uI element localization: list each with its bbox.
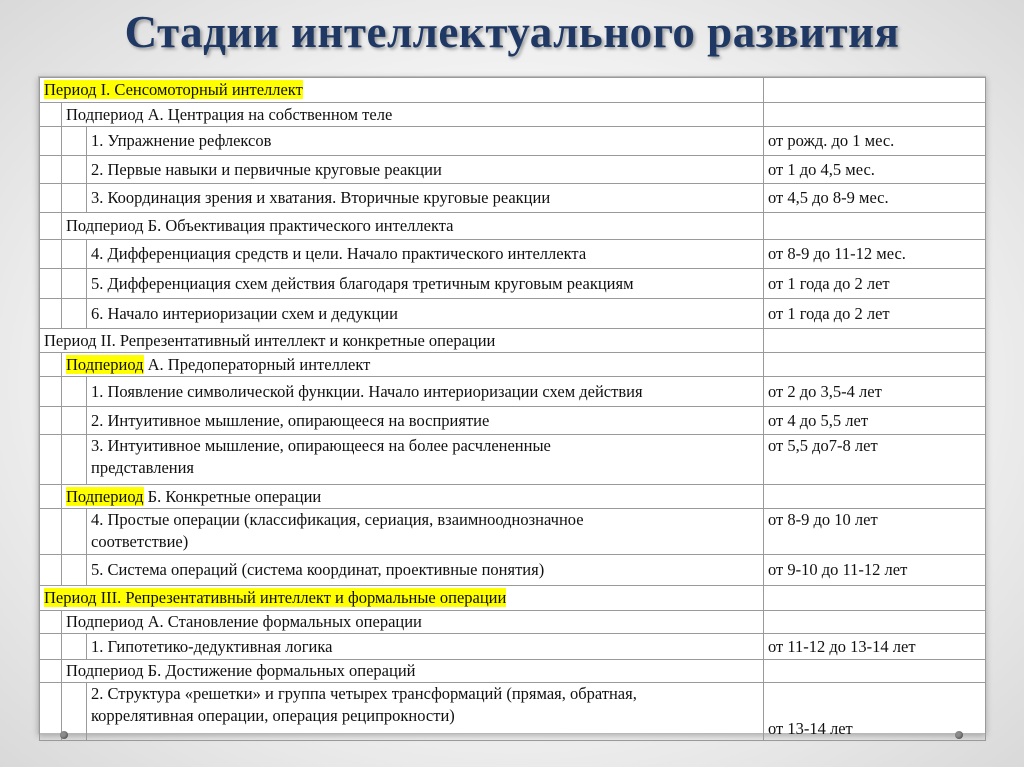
subperiod-cell (62, 353, 764, 377)
period-cell (40, 329, 764, 353)
table-row (40, 555, 986, 586)
age-range-cell (764, 353, 986, 377)
row-text: 2. Интуитивное мышление, опирающееся на восприятие (91, 410, 490, 430)
row-text: 1. Гипотетико-дедуктивная логика (91, 636, 333, 656)
row-text-continued: соответствие) (91, 532, 189, 551)
age-range-cell (764, 485, 986, 509)
indent-cell (40, 353, 62, 377)
indent-cell (62, 156, 87, 184)
table-row (40, 683, 986, 741)
table-row (40, 184, 986, 213)
indent-cell (40, 660, 62, 683)
row-text: 2. Структура «решетки» и группа четырех трансформаций (прямая, обратная, (91, 684, 637, 703)
indent-cell (40, 156, 62, 184)
row-text: 3. Интуитивное мышление, опирающееся на более расчлененные (91, 436, 551, 455)
row-text: 4. Дифференциация средств и цели. Начало практического интеллекта (91, 244, 587, 263)
indent-cell (40, 485, 62, 509)
age-range-cell: от рожд. до 1 мес. (764, 127, 986, 156)
indent-cell (62, 509, 87, 555)
subperiod-cell (62, 611, 764, 634)
stage-cell (87, 184, 764, 213)
indent-cell (62, 377, 87, 407)
stage-cell (87, 407, 764, 435)
age-range-cell: от 2 до 3,5-4 лет (764, 377, 986, 407)
row-text: Подпериод Б. Объективация практического интеллекта (66, 216, 454, 235)
row-text: . Сенсомоторный интеллект (106, 80, 303, 99)
table-row (40, 407, 986, 435)
age-range-cell (764, 660, 986, 683)
table-row (40, 329, 986, 353)
indent-cell (62, 299, 87, 329)
stages-table-sheet (38, 76, 986, 738)
stage-cell (87, 634, 764, 660)
row-text: 1. Упражнение рефлексов (91, 131, 272, 150)
indent-cell (62, 634, 87, 660)
row-text: . Репрезентативный интеллект и формальные операции (117, 588, 507, 607)
table-row (40, 377, 986, 407)
row-text: 6. Начало интериоризации схем и дедукции (91, 303, 398, 323)
indent-cell (40, 213, 62, 240)
age-range-cell: от 1 до 4,5 мес. (764, 156, 986, 184)
decorative-dot-left (60, 731, 68, 739)
indent-cell (40, 435, 62, 485)
table-row (40, 269, 986, 299)
row-text: 5. Система операций (система координат, проективные понятия) (91, 560, 545, 579)
period-cell (40, 78, 764, 103)
subperiod-cell (62, 103, 764, 127)
row-text: А. Предоператорный интеллект (143, 354, 371, 374)
row-text: 1. Появление символической функции. Начало интериоризации схем действия (91, 381, 643, 401)
row-text: Подпериод А. Центрация на собственном теле (66, 104, 393, 124)
indent-cell (40, 611, 62, 634)
row-text: Период II. Репрезентативный интеллект и конкретные операции (44, 330, 496, 350)
table-row (40, 611, 986, 634)
page-title: Стадии интеллектуального развития (124, 7, 900, 57)
table-row (40, 435, 986, 485)
row-text: Б. Конкретные операции (143, 486, 322, 506)
table-row (40, 509, 986, 555)
indent-cell (40, 299, 62, 329)
highlighted-label: Подпериод (66, 354, 144, 374)
stage-cell (87, 683, 764, 741)
age-range-cell: от 9-10 до 11-12 лет (764, 555, 986, 586)
row-text: Подпериод Б. Достижение формальных операций (66, 661, 416, 680)
row-text: 4. Простые операции (классификация, сериация, взаимнооднозначное (91, 510, 584, 529)
indent-cell (40, 509, 62, 555)
indent-cell (62, 240, 87, 269)
indent-cell (40, 127, 62, 156)
table-row (40, 156, 986, 184)
table-row (40, 127, 986, 156)
indent-cell (40, 103, 62, 127)
table-row (40, 353, 986, 377)
stage-cell (87, 435, 764, 485)
stage-cell (87, 269, 764, 299)
stage-cell (87, 127, 764, 156)
period-cell (40, 586, 764, 611)
stages-table (39, 77, 986, 741)
indent-cell (40, 683, 62, 741)
table-row (40, 213, 986, 240)
age-range-cell (764, 213, 986, 240)
age-range-cell (764, 78, 986, 103)
indent-cell (40, 555, 62, 586)
highlighted-label: Подпериод (66, 486, 144, 506)
indent-cell (62, 127, 87, 156)
indent-cell (40, 407, 62, 435)
row-text: 5. Дифференциация схем действия благодаря третичным круговым реакциям (91, 273, 634, 293)
age-range-cell: от 4 до 5,5 лет (764, 407, 986, 435)
table-row (40, 485, 986, 509)
age-range-cell: от 1 года до 2 лет (764, 299, 986, 329)
table-row (40, 240, 986, 269)
age-range-cell: от 8-9 до 10 лет (764, 509, 986, 555)
subperiod-cell (62, 660, 764, 683)
table-row (40, 586, 986, 611)
stage-cell (87, 377, 764, 407)
indent-cell (40, 634, 62, 660)
row-text: 2. Первые навыки и первичные круговые реакции (91, 159, 442, 179)
row-text: Подпериод А. Становление формальных операции (66, 612, 422, 631)
row-text-continued: представления (91, 458, 195, 477)
indent-cell (62, 435, 87, 485)
subperiod-cell (62, 485, 764, 509)
row-text: 3. Координация зрения и хватания. Вторичные круговые реакции (91, 188, 551, 207)
indent-cell (62, 407, 87, 435)
table-row (40, 299, 986, 329)
indent-cell (40, 269, 62, 299)
age-range-cell: от 13-14 лет (764, 683, 986, 741)
age-range-cell (764, 329, 986, 353)
decorative-dot-right (955, 731, 963, 739)
highlighted-label: Период III (44, 588, 118, 607)
stage-cell (87, 509, 764, 555)
stage-cell (87, 156, 764, 184)
table-row (40, 78, 986, 103)
stage-cell (87, 555, 764, 586)
subperiod-cell (62, 213, 764, 240)
age-range-cell: от 11-12 до 13-14 лет (764, 634, 986, 660)
age-range-cell: от 8-9 до 11-12 мес. (764, 240, 986, 269)
age-range-cell (764, 586, 986, 611)
highlighted-label: Период I (44, 80, 107, 99)
row-text-continued: коррелятивная операции, операция реципрокности) (91, 706, 455, 725)
indent-cell (62, 184, 87, 213)
indent-cell (62, 269, 87, 299)
table-row (40, 103, 986, 127)
indent-cell (40, 240, 62, 269)
table-row (40, 634, 986, 660)
indent-cell (62, 555, 87, 586)
age-range-cell (764, 611, 986, 634)
age-range-cell: от 4,5 до 8-9 мес. (764, 184, 986, 213)
stage-cell (87, 240, 764, 269)
indent-cell (40, 184, 62, 213)
age-range-cell (764, 103, 986, 127)
stage-cell (87, 299, 764, 329)
age-range-cell: от 1 года до 2 лет (764, 269, 986, 299)
table-row (40, 660, 986, 683)
age-range-cell: от 5,5 до7-8 лет (764, 435, 986, 485)
indent-cell (40, 377, 62, 407)
